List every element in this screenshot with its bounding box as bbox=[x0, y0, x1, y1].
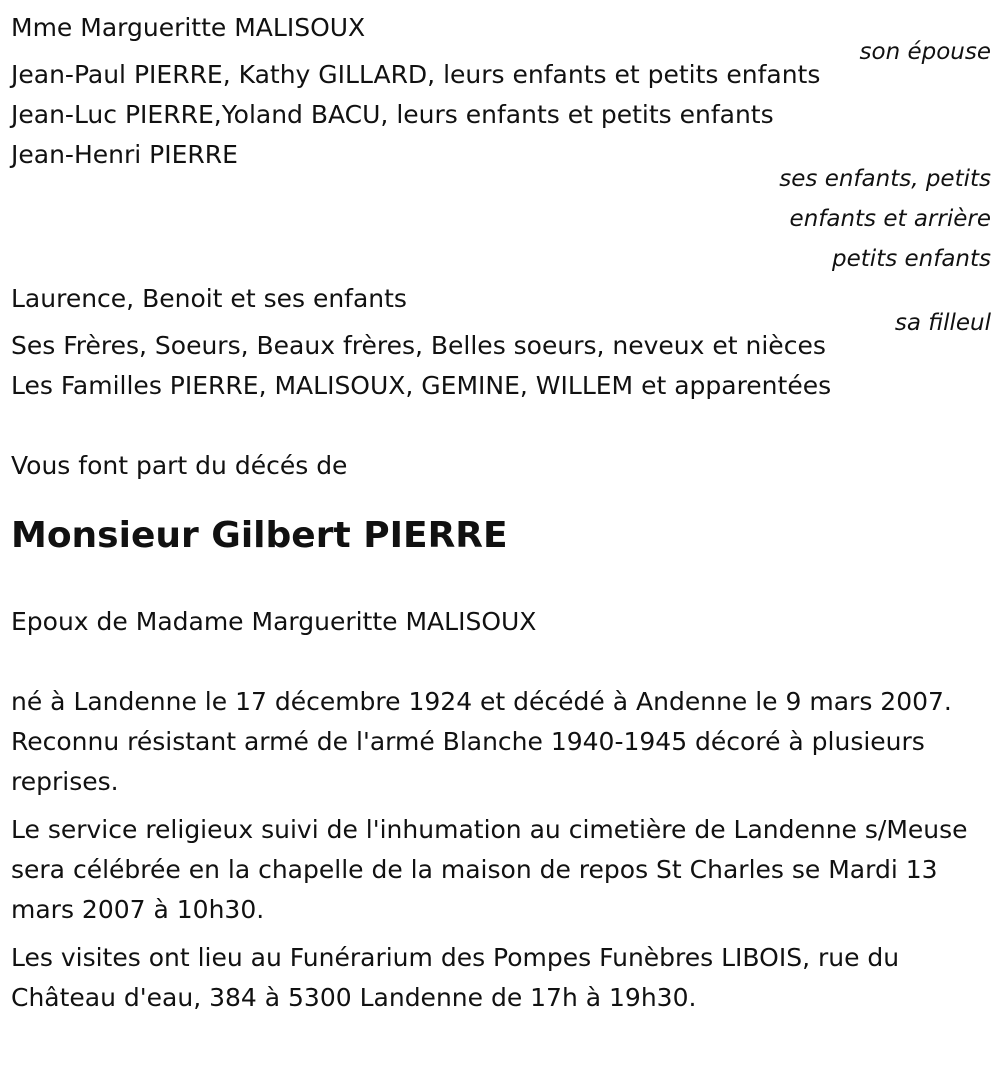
spouse-of: Epoux de Madame Margueritte MALISOUX bbox=[11, 607, 537, 636]
relatives-line-2: Les Familles PIERRE, MALISOUX, GEMINE, WILLEM et apparentées bbox=[11, 371, 832, 400]
deceased-name: Monsieur Gilbert PIERRE bbox=[11, 515, 508, 556]
children-role-2: enfants et arrière bbox=[789, 206, 991, 232]
service-info: Le service religieux suivi de l'inhumation au cimetière de Landenne s/Meuse sera célébrée en la chapelle de la maison de repos St Charles se Mardi 13 mars 2007 à 10h30. bbox=[11, 815, 968, 924]
visits-info: Les visites ont lieu au Funérarium des Pompes Funèbres LIBOIS, rue du Château d'eau, 384 à 5300 Landenne de 17h à 19h30. bbox=[11, 943, 900, 1012]
children-line-2: Jean-Luc PIERRE,Yoland BACU, leurs enfants et petits enfants bbox=[11, 100, 774, 129]
biography: né à Landenne le 17 décembre 1924 et décédé à Andenne le 9 mars 2007. Reconnu résistant armé de l'armé Blanche 1940-1945 décoré à plusieurs reprises. bbox=[11, 687, 952, 796]
children-role-1: ses enfants, petits bbox=[779, 166, 991, 192]
children-line-1: Jean-Paul PIERRE, Kathy GILLARD, leurs enfants et petits enfants bbox=[11, 60, 821, 89]
announcement: Vous font part du décés de bbox=[11, 451, 348, 480]
relatives-line-1: Ses Frères, Soeurs, Beaux frères, Belles soeurs, neveux et nièces bbox=[11, 331, 826, 360]
godchild-name: Laurence, Benoit et ses enfants bbox=[11, 284, 407, 313]
children-line-3: Jean-Henri PIERRE bbox=[11, 140, 238, 169]
children-role-3: petits enfants bbox=[832, 246, 991, 272]
spouse-role: son épouse bbox=[859, 39, 991, 65]
spouse-name: Mme Margueritte MALISOUX bbox=[11, 13, 366, 42]
godchild-role: sa filleul bbox=[894, 310, 991, 336]
obituary-notice bbox=[11, 8, 991, 1018]
